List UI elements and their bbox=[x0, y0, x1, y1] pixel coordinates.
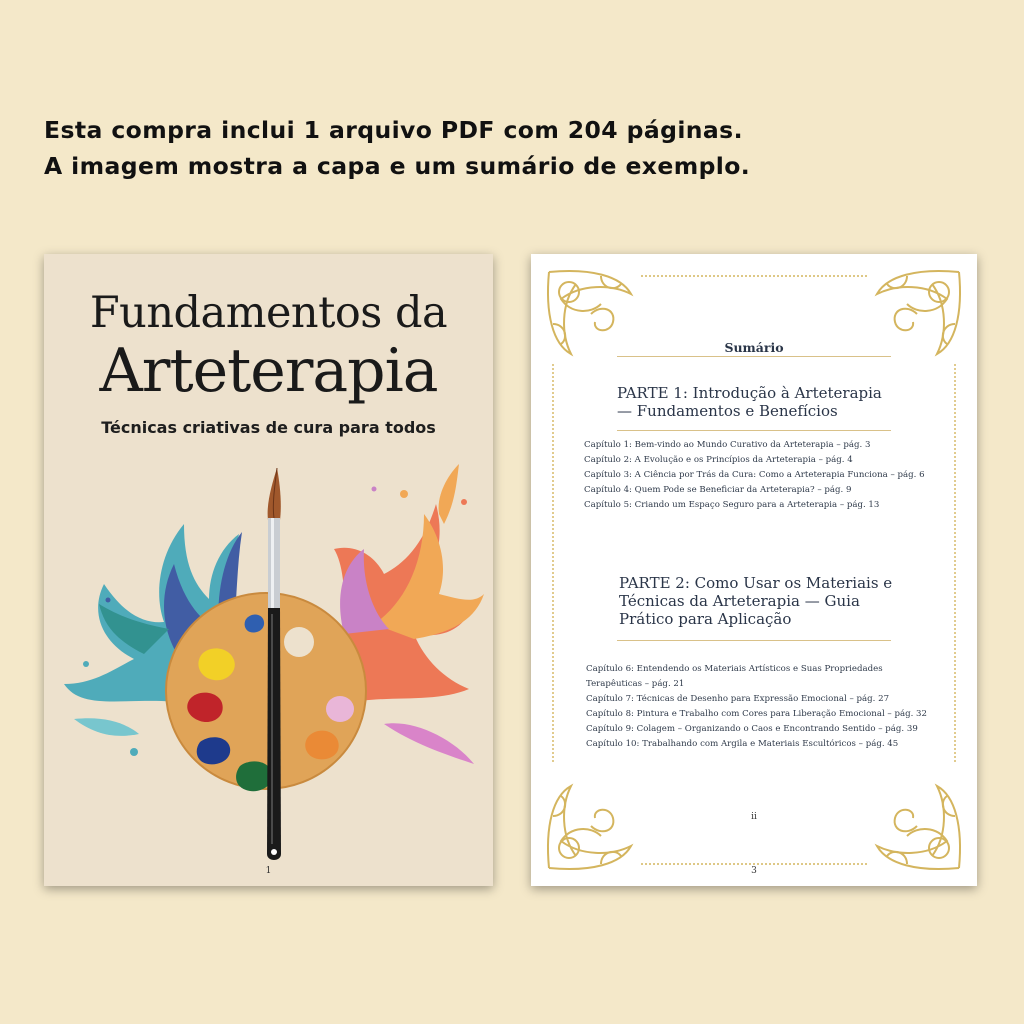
part-1-divider bbox=[617, 430, 891, 431]
paintbrush-icon bbox=[267, 468, 281, 860]
purchase-info-line-2: A imagem mostra a capa e um sumário de exemplo. bbox=[44, 152, 751, 180]
part-1-title-line: — Fundamentos e Benefícios bbox=[617, 402, 838, 420]
toc-entry[interactable]: Capítulo 9: Colagem – Organizando o Caos e Encontrando Sentido – pág. 39 bbox=[586, 724, 918, 734]
part-2-title-line: Técnicas da Arteterapia — Guia bbox=[619, 592, 860, 610]
toc-heading: Sumário bbox=[724, 340, 784, 355]
toc-entry[interactable]: Capítulo 4: Quem Pode se Beneficiar da Arteterapia? – pág. 9 bbox=[584, 485, 852, 495]
toc-entry[interactable]: Capítulo 7: Técnicas de Desenho para Expressão Emocional – pág. 27 bbox=[586, 694, 890, 704]
cover-title-line-1: Fundamentos da bbox=[89, 288, 448, 338]
toc-page-number: 3 bbox=[751, 866, 757, 876]
toc-entry[interactable]: Capítulo 3: A Ciência por Trás da Cura: Como a Arteterapia Funciona – pág. 6 bbox=[584, 470, 925, 480]
toc-entry[interactable]: Capítulo 1: Bem-vindo ao Mundo Curativo da Arteterapia – pág. 3 bbox=[584, 440, 871, 450]
cover-page-number: 1 bbox=[265, 866, 272, 876]
part-2-title bbox=[619, 574, 892, 628]
part-1-title-line: PARTE 1: Introdução à Arteterapia bbox=[617, 384, 882, 402]
cover-title-line-2: Arteterapia bbox=[99, 336, 438, 406]
part-2-chapter-list bbox=[586, 662, 927, 752]
toc-entry[interactable]: Capítulo 5: Criando um Espaço Seguro para a Arteterapia – pág. 13 bbox=[584, 500, 880, 510]
toc-entry[interactable]: Capítulo 6: Entendendo os Materiais Artísticos e Suas Propriedades bbox=[586, 664, 883, 674]
corner-ornament-bottom-right-icon bbox=[877, 786, 960, 869]
palette-illustration bbox=[44, 454, 493, 874]
paint-palette-icon bbox=[166, 593, 366, 791]
corner-ornament-bottom-left-icon bbox=[548, 786, 631, 869]
toc-entry[interactable]: Capítulo 2: A Evolução e os Princípios da Arteterapia – pág. 4 bbox=[584, 455, 853, 465]
toc-entry[interactable]: Capítulo 10: Trabalhando com Argila e Materiais Escultóricos – pág. 45 bbox=[586, 739, 899, 749]
heading-divider bbox=[617, 356, 891, 357]
part-2-title-line: Prático para Aplicação bbox=[619, 610, 792, 628]
part-1-chapter-list bbox=[584, 438, 925, 513]
toc-entry[interactable]: Capítulo 8: Pintura e Trabalho com Cores para Liberação Emocional – pág. 32 bbox=[586, 709, 927, 719]
table-of-contents-page bbox=[531, 254, 977, 886]
roman-page-number: ii bbox=[751, 812, 757, 822]
part-2-divider bbox=[617, 640, 891, 641]
purchase-info-line-1: Esta compra inclui 1 arquivo PDF com 204 páginas. bbox=[44, 116, 743, 144]
book-cover bbox=[44, 254, 493, 886]
toc-entry[interactable]: Terapêuticas – pág. 21 bbox=[586, 679, 685, 689]
cover-subtitle: Técnicas criativas de cura para todos bbox=[101, 418, 436, 437]
part-2-title-line: PARTE 2: Como Usar os Materiais e bbox=[619, 574, 893, 592]
purchase-info bbox=[44, 112, 984, 184]
part-1-title bbox=[617, 384, 882, 420]
